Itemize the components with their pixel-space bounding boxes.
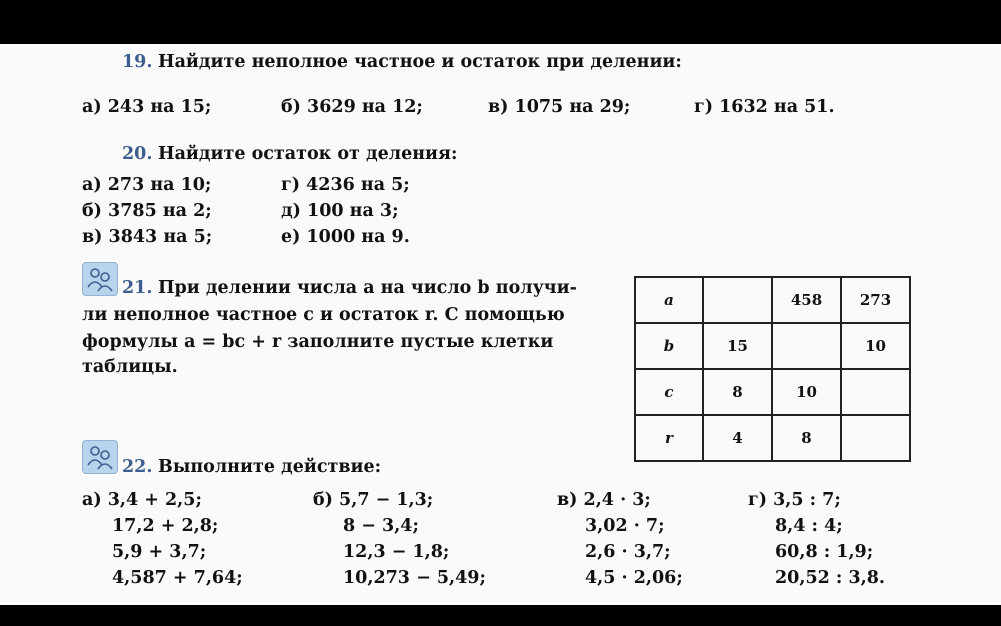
exercise-19-heading: [122, 52, 682, 72]
exercise-title: Найдите остаток от деления:: [158, 144, 458, 164]
exercise-item: г) 3,5 : 7;: [748, 490, 841, 510]
exercise-item: д) 100 на 3;: [281, 201, 399, 221]
table-cell: 10: [772, 369, 841, 415]
exercise-item: 17,2 + 2,8;: [112, 516, 219, 536]
table-cell: [841, 369, 910, 415]
exercise-22-heading: [122, 457, 381, 477]
table-cell: 10: [841, 323, 910, 369]
row-header: a: [635, 277, 703, 323]
table-row: [635, 277, 910, 323]
exercise-item: 8 − 3,4;: [343, 516, 419, 536]
exercise-number: 21.: [122, 278, 153, 298]
table-cell: [703, 277, 772, 323]
exercise-21-line: формулы a = bc + r заполните пустые клетки: [82, 332, 554, 352]
textbook-page: [0, 44, 1001, 605]
values-table: [634, 276, 911, 462]
exercise-item: 20,52 : 3,8.: [775, 568, 885, 588]
table-cell: 8: [772, 415, 841, 461]
row-header: c: [635, 369, 703, 415]
exercise-21-line: 21. При делении числа a на число b получи-: [122, 278, 577, 298]
exercise-item: 12,3 − 1,8;: [343, 542, 450, 562]
pair-work-icon: [82, 440, 118, 474]
row-header: r: [635, 415, 703, 461]
pair-work-icon: [82, 262, 118, 296]
exercise-number: 22.: [122, 457, 153, 477]
exercise-item: г) 1632 на 51.: [694, 97, 835, 117]
table-cell: 4: [703, 415, 772, 461]
exercise-item: 5,9 + 3,7;: [112, 542, 207, 562]
exercise-item: 4,587 + 7,64;: [112, 568, 243, 588]
exercise-item: 10,273 − 5,49;: [343, 568, 486, 588]
exercise-item: б) 3785 на 2;: [82, 201, 212, 221]
exercise-item: е) 1000 на 9.: [281, 227, 410, 247]
exercise-item: 8,4 : 4;: [775, 516, 843, 536]
table-row: [635, 323, 910, 369]
exercise-item: 60,8 : 1,9;: [775, 542, 874, 562]
table-cell: 273: [841, 277, 910, 323]
exercise-item: в) 2,4 · 3;: [557, 490, 651, 510]
table-cell: [772, 323, 841, 369]
exercise-20-heading: [122, 144, 457, 164]
exercise-item: 2,6 · 3,7;: [585, 542, 671, 562]
exercise-item: в) 3843 на 5;: [82, 227, 213, 247]
exercise-21-line: таблицы.: [82, 357, 178, 377]
table-row: [635, 415, 910, 461]
exercise-21-line: ли неполное частное c и остаток r. С помощью: [82, 305, 565, 325]
table-cell: [841, 415, 910, 461]
table-cell: 458: [772, 277, 841, 323]
row-header: b: [635, 323, 703, 369]
exercise-number: 20.: [122, 144, 153, 164]
exercise-item: б) 5,7 − 1,3;: [313, 490, 434, 510]
exercise-item: б) 3629 на 12;: [281, 97, 423, 117]
exercise-item: 4,5 · 2,06;: [585, 568, 683, 588]
exercise-item: а) 3,4 + 2,5;: [82, 490, 202, 510]
exercise-title: Выполните действие:: [158, 457, 382, 477]
exercise-item: г) 4236 на 5;: [281, 175, 410, 195]
exercise-title: Найдите неполное частное и остаток при делении:: [158, 52, 682, 72]
table-cell: 8: [703, 369, 772, 415]
exercise-item: а) 273 на 10;: [82, 175, 212, 195]
exercise-number: 19.: [122, 52, 153, 72]
table-cell: 15: [703, 323, 772, 369]
exercise-item: 3,02 · 7;: [585, 516, 665, 536]
exercise-item: в) 1075 на 29;: [488, 97, 631, 117]
exercise-item: а) 243 на 15;: [82, 97, 212, 117]
table-row: [635, 369, 910, 415]
